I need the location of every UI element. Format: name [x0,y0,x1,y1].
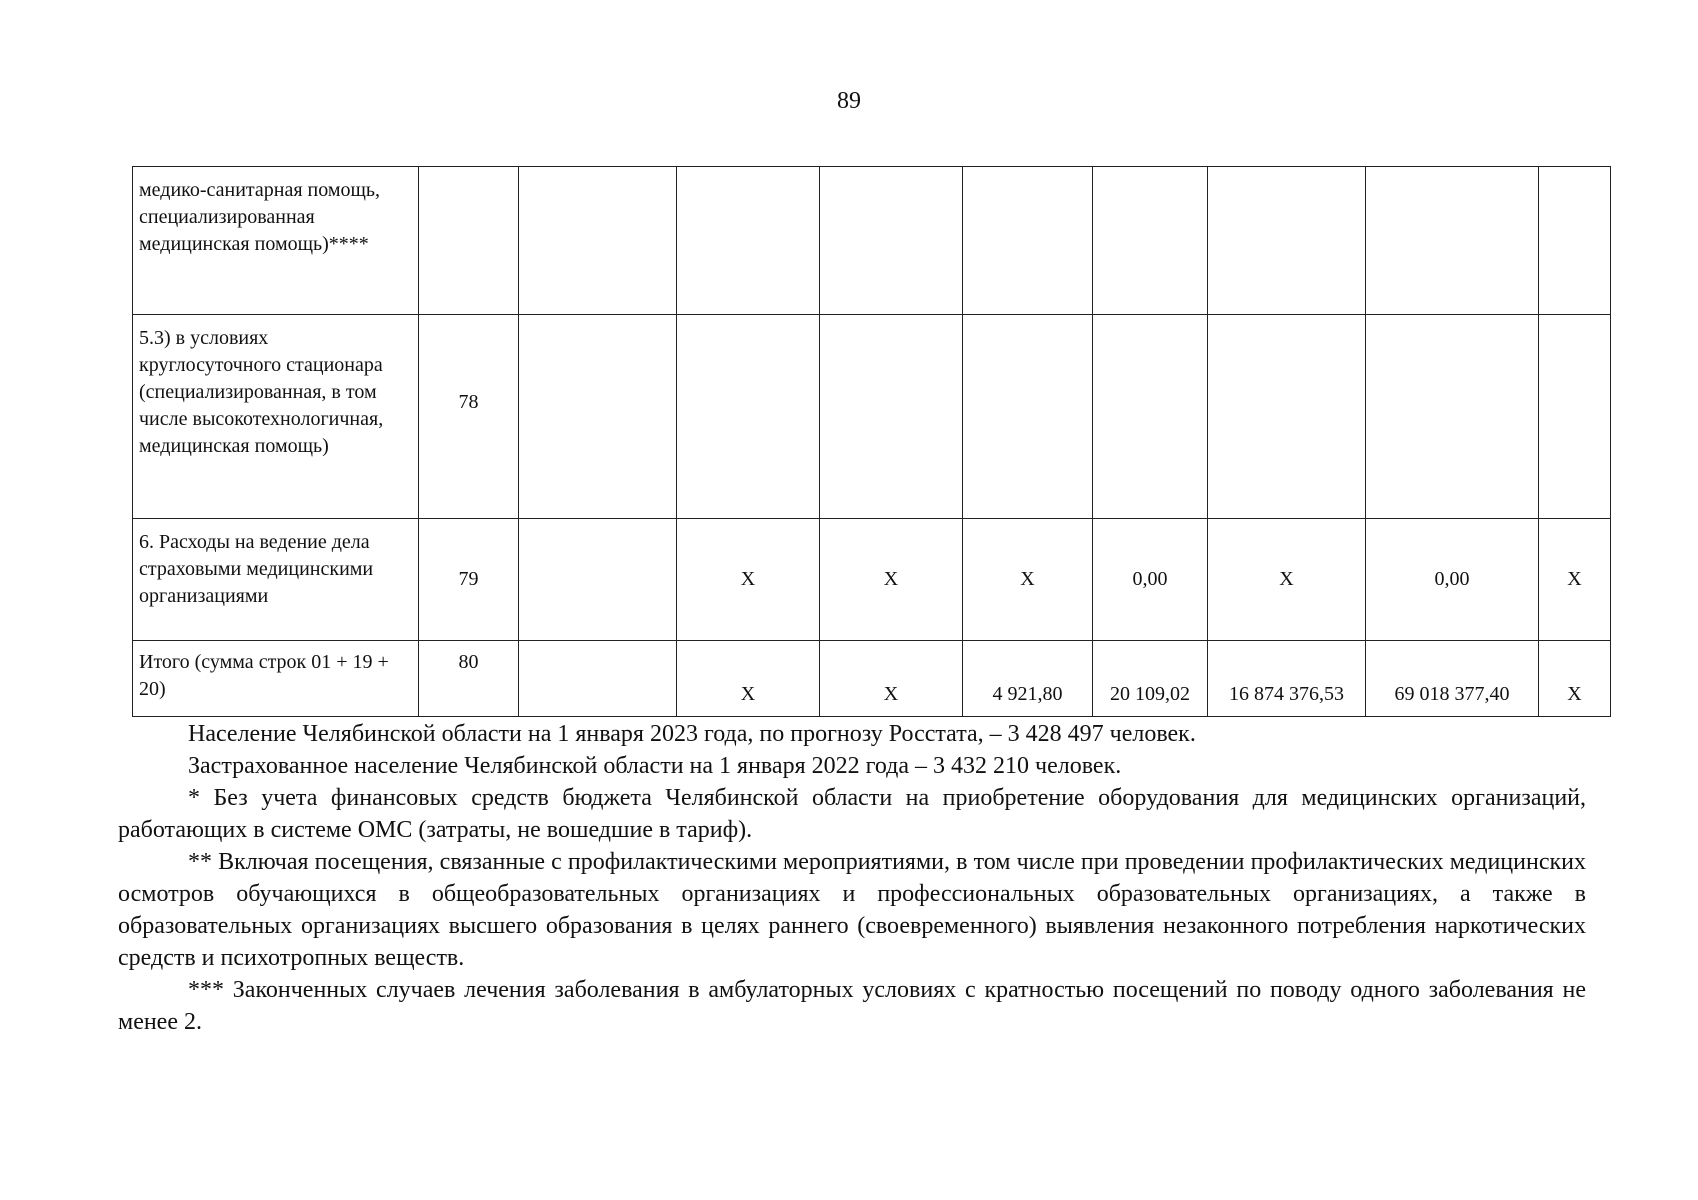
row-name: 5.3) в условиях круглосуточного стационара (специализированная, в том числе высокотехнологичная, медицинская помощь) [133,315,419,519]
table-row [133,167,1611,315]
table-cell: Х [677,641,820,717]
table-cell [820,167,963,315]
table-cell [1366,315,1539,519]
row-code [419,167,519,315]
table-cell [963,315,1093,519]
row-name: 6. Расходы на ведение дела страховыми медицинскими организациями [133,519,419,641]
table-cell: 16 874 376,53 [1208,641,1366,717]
table-cell [1539,167,1611,315]
row-code: 79 [419,519,519,641]
insured-note: Застрахованное население Челябинской области на 1 января 2022 года – 3 432 210 человек. [188,753,1122,779]
row-code: 78 [419,315,519,519]
table-cell [1093,167,1208,315]
page-number: 89 [837,88,861,114]
table-cell: Х [820,519,963,641]
row-name: медико-санитарная помощь, специализированная медицинская помощь)**** [133,167,419,315]
table-row-total [133,641,1611,717]
table-cell [963,167,1093,315]
footnote-1: * Без учета финансовых средств бюджета Челябинской области на приобретение оборудования для медицинских организаций, работающих в системе ОМС (затраты, не вошедшие в тариф). [118,785,1586,843]
table-cell [1539,315,1611,519]
table-cell: Х [820,641,963,717]
table-cell [519,519,677,641]
table-cell: 69 018 377,40 [1366,641,1539,717]
notes-section [118,718,1586,1038]
table-cell [1093,315,1208,519]
table-cell [677,315,820,519]
table-cell: Х [1208,519,1366,641]
row-name: Итого (сумма строк 01 + 19 + 20) [133,641,419,717]
table-cell [519,167,677,315]
footnote-3: *** Законченных случаев лечения заболевания в амбулаторных условиях с кратностью посещений по поводу одного заболевания не менее 2. [118,977,1586,1035]
table-cell [519,315,677,519]
table-cell [1208,315,1366,519]
table-cell [1366,167,1539,315]
table-cell [677,167,820,315]
table-cell: Х [1539,519,1611,641]
table-cell [519,641,677,717]
table-cell: 0,00 [1093,519,1208,641]
table-cell [1208,167,1366,315]
table-cell: 0,00 [1366,519,1539,641]
table-row [133,315,1611,519]
table-cell: Х [963,519,1093,641]
population-note: Население Челябинской области на 1 января 2023 года, по прогнозу Росстата, – 3 428 497 человек. [188,721,1196,747]
table-cell: 4 921,80 [963,641,1093,717]
data-table [132,166,1611,717]
table-cell [820,315,963,519]
table-cell: Х [1539,641,1611,717]
row-code: 80 [419,641,519,717]
table-cell: 20 109,02 [1093,641,1208,717]
table-row [133,519,1611,641]
table-cell: Х [677,519,820,641]
footnote-2: ** Включая посещения, связанные с профилактическими мероприятиями, в том числе при проведении профилактических медицинских осмотров обучающихся в общеобразовательных организациях и профессиональных образовательных организациях, а также в образовательных организациях высшего образования в целях раннего (своевременного) выявления незаконного потребления наркотических средств и психотропных веществ. [118,849,1586,971]
